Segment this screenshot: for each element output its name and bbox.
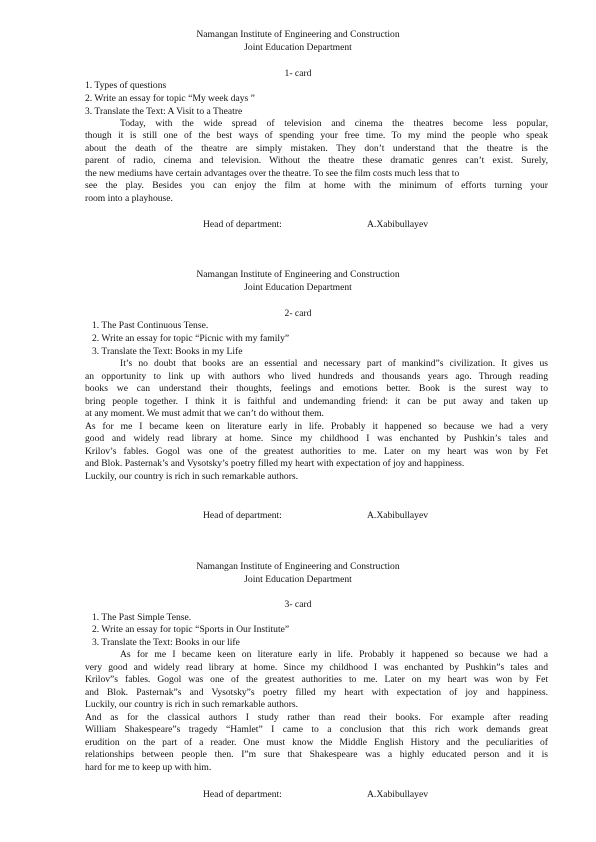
text-line: parent of radio, cinema and television. Without the theatre these dramatic genres can’t exist. Surely, xyxy=(85,155,548,166)
text-line: Krilov”s fables. Gogol was one of the greatest authorities to me. Later on my heart was won by Fet xyxy=(85,674,548,685)
text-line: very good and widely read library at home. Since my childhood I was enchanted by Pushkin”s tales and xyxy=(85,662,548,673)
question-item: 1. Types of questions xyxy=(85,80,167,91)
question-item: 2. Write an essay for topic “My week days ” xyxy=(85,93,255,104)
text-line: room into a playhouse. xyxy=(85,193,173,204)
text-line: books we can understand their thoughts, feelings and emotions better. Book is the surest way to xyxy=(85,383,548,394)
signature-label: Head of department: xyxy=(203,510,282,521)
text-line: As for me I became keen on literature early in life. Probably it happened so because we had a very xyxy=(85,421,548,432)
department-name: Joint Education Department xyxy=(244,42,352,53)
text-line: William Shakespeare”s tragedy “Hamlet” I came to a conclusion that this rich work demands great xyxy=(85,724,548,735)
text-line: erudition on the part of a reader. One must know the Middle English History and the peculiarities of xyxy=(85,737,548,748)
department-name: Joint Education Department xyxy=(244,282,352,293)
institute-name: Namangan Institute of Engineering and Construction xyxy=(196,269,400,280)
question-item: 3. Translate the Text: Books in our life xyxy=(92,637,240,648)
card-title: 3- card xyxy=(284,599,312,610)
text-line: Luckily, our country is rich in such remarkable authors. xyxy=(85,471,299,482)
text-line: As for me I became keen on literature early in life. Probably it happened so because we had a xyxy=(120,649,548,660)
card-title: 1- card xyxy=(284,68,312,79)
signature-name: A.Xabibullayev xyxy=(367,789,429,800)
question-item: 1. The Past Simple Tense. xyxy=(92,612,192,623)
question-item: 3. Translate the Text: Books in my Life xyxy=(92,346,243,357)
question-item: 2. Write an essay for topic “Sports in Our Institute” xyxy=(92,624,290,635)
question-item: 1. The Past Continuous Tense. xyxy=(92,320,209,331)
signature-name: A.Xabibullayev xyxy=(367,510,429,521)
text-line: good and widely read library at home. Since my childhood I was enchanted by Pushkin’s tales and xyxy=(85,433,548,444)
text-line: bring people together. I think it is faithful and undemanding friend: it can be put away and taken up xyxy=(85,396,548,407)
institute-name: Namangan Institute of Engineering and Construction xyxy=(196,29,400,40)
text-line: an opportunity to link up with authors who lived hundreds and thousands years ago. Through reading xyxy=(85,371,548,382)
card-title: 2- card xyxy=(284,308,312,319)
text-line: at any moment. We must admit that we can’t do without them. xyxy=(85,408,324,419)
text-line: Krilov’s fables. Gogol was one of the greatest authorities to me. Later on my heart was won by Fet xyxy=(85,446,548,457)
signature-label: Head of department: xyxy=(203,789,282,800)
signature-label: Head of department: xyxy=(203,219,282,230)
text-line: and Blok. Pasternak’s and Vysotsky’s poetry filled my heart with expectation of joy and happiness. xyxy=(85,458,465,469)
department-name: Joint Education Department xyxy=(244,574,352,585)
text-line: And as for the classical authors I study rather than read their books. For example after reading xyxy=(85,712,548,723)
text-line: see the play. Besides you can enjoy the film at home with the minimum of efforts turning your xyxy=(85,180,548,191)
text-line: the new mediums have certain advantages over the theatre. To see the film costs much less that to xyxy=(85,168,460,179)
text-line: about the death of the theatre are simply mistaken. They don’t understand that the theatre is the xyxy=(85,143,548,154)
text-line: It’s no doubt that books are an essential and necessary part of mankind”s civilization. It gives us xyxy=(120,358,548,369)
question-item: 2. Write an essay for topic “Picnic with my family” xyxy=(92,333,290,344)
text-line: relationships between people then. I”m sure that Shakespeare was a highly educated person and it is xyxy=(85,749,548,760)
signature-name: A.Xabibullayev xyxy=(367,219,429,230)
question-item: 3. Translate the Text: A Visit to a Theatre xyxy=(85,106,243,117)
text-line: hard for me to keep up with him. xyxy=(85,762,212,773)
institute-name: Namangan Institute of Engineering and Construction xyxy=(196,561,400,572)
text-line: Today, with the wide spread of television and cinema the theatres become less popular, xyxy=(120,118,548,129)
text-line: and Blok. Pasternak”s and Vysotsky”s poetry filled my heart with expectation of joy and happiness. xyxy=(85,687,548,698)
text-line: though it is still one of the best ways of spending your free time. To my mind the people who speak xyxy=(85,130,548,141)
text-line: Luckily, our country is rich in such remarkable authors. xyxy=(85,699,299,710)
